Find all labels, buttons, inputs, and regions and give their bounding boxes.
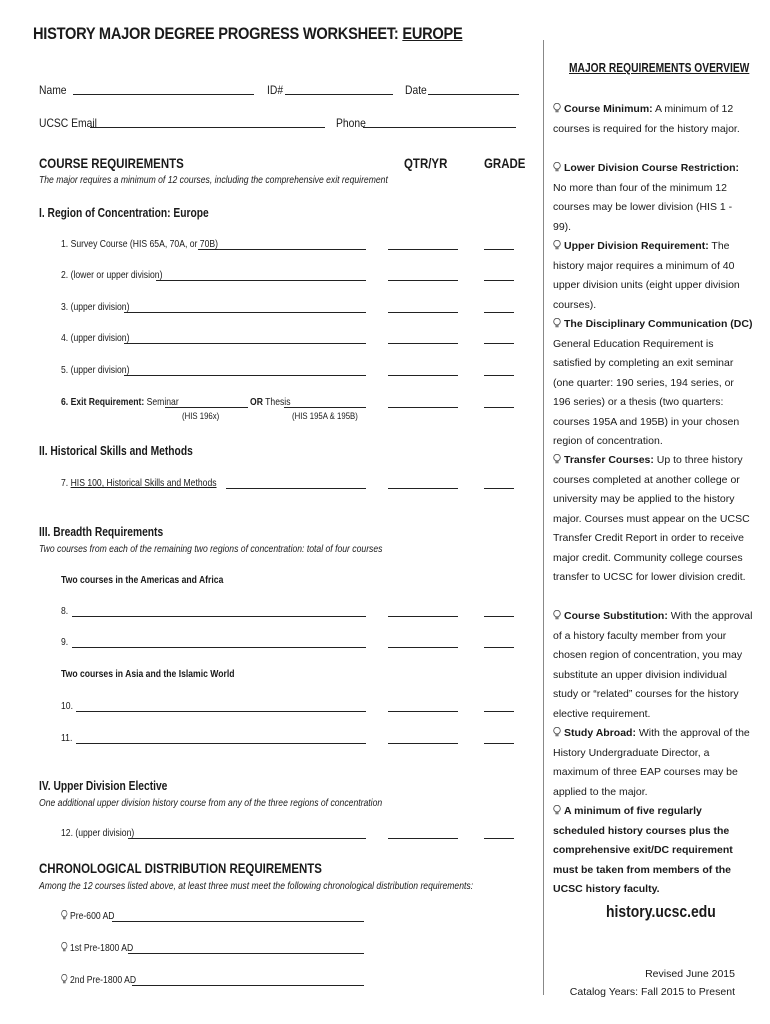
lightbulb-icon: [553, 240, 561, 250]
row-11-course-field[interactable]: [76, 743, 366, 744]
row-4-qtr-field[interactable]: [388, 343, 458, 344]
name-label: Name: [39, 83, 67, 97]
row-1-grade-field[interactable]: [484, 249, 514, 250]
row-5-grade-field[interactable]: [484, 375, 514, 376]
lightbulb-icon: [553, 318, 561, 328]
column-divider: [543, 40, 544, 995]
phone-label: Phone: [336, 116, 366, 130]
row-4-grade-field[interactable]: [484, 343, 514, 344]
lightbulb-icon: [553, 103, 561, 113]
website-link[interactable]: history.ucsc.edu: [606, 902, 716, 921]
chrono-heading: CHRONOLOGICAL DISTRIBUTION REQUIREMENTS: [39, 860, 322, 876]
row-5-qtr-field[interactable]: [388, 375, 458, 376]
seminar-field[interactable]: [165, 407, 248, 408]
catalog-years: Catalog Years: Fall 2015 to Present: [569, 986, 735, 998]
chrono-item-2nd-pre1800: 2nd Pre-1800 AD: [61, 974, 136, 986]
row-8-label: 8.: [61, 605, 69, 617]
section-skills-heading: II. Historical Skills and Methods: [39, 444, 193, 458]
lightbulb-icon: [553, 610, 561, 620]
overview-heading: MAJOR REQUIREMENTS OVERVIEW: [569, 61, 750, 75]
region-title: EUROPE: [402, 24, 463, 43]
lightbulb-icon: [61, 910, 68, 920]
row-1-qtr-field[interactable]: [388, 249, 458, 250]
date-field[interactable]: [428, 94, 519, 95]
date-label: Date: [405, 83, 427, 97]
row-4-label: 4. (upper division): [61, 332, 130, 344]
overview-dc-requirement: The Disciplinary Communication (DC) General Education Requirement is satisfied by completing an exit seminar (one quarter: 190 series, 194 series, or 196 series) or a thesis (two quarters: courses 195A and 195B) in your chosen region of concentration.: [553, 318, 753, 447]
revised-date: Revised June 2015: [645, 968, 735, 980]
section-breadth-heading: III. Breadth Requirements: [39, 525, 164, 539]
lightbulb-icon: [61, 942, 68, 952]
chrono-note: Among the 12 courses listed above, at least three must meet the following chronological distribution requirements:: [39, 880, 474, 892]
row-11-grade-field[interactable]: [484, 743, 514, 744]
section-breadth-note: Two courses from each of the remaining two regions of concentration: total of four courses: [39, 543, 383, 555]
row-2-grade-field[interactable]: [484, 280, 514, 281]
row-1-label: 1. Survey Course (HIS 65A, 70A, or 70B): [61, 238, 218, 250]
grade-heading: GRADE: [484, 155, 526, 171]
second-pre1800-field[interactable]: [132, 985, 364, 986]
asia-islamic-label: Two courses in Asia and the Islamic World: [61, 668, 235, 680]
seminar-course-note: (HIS 196x): [182, 411, 220, 422]
phone-field[interactable]: [363, 127, 516, 128]
row-8-grade-field[interactable]: [484, 616, 514, 617]
row-3-course-field[interactable]: [124, 312, 366, 313]
overview-transfer-courses: Transfer Courses: Up to three history courses completed at another college or university may be applied to the history major. Courses must appear on the UCSC Transfer Credit Report in order to receive major credit. Community college courses transfer to UCSC for lower division credit.: [553, 454, 750, 583]
chrono-item-1st-pre1800: 1st Pre-1800 AD: [61, 942, 133, 954]
row-9-grade-field[interactable]: [484, 647, 514, 648]
row-2-course-field[interactable]: [156, 280, 366, 281]
row-3-grade-field[interactable]: [484, 312, 514, 313]
pre600-field[interactable]: [112, 921, 364, 922]
row-8-course-field[interactable]: [72, 616, 366, 617]
row-9-qtr-field[interactable]: [388, 647, 458, 648]
row-3-label: 3. (upper division): [61, 301, 130, 313]
lightbulb-icon: [61, 974, 68, 984]
course-requirements-note: The major requires a minimum of 12 courses, including the comprehensive exit requirement: [39, 174, 388, 186]
americas-africa-label: Two courses in the Americas and Africa: [61, 574, 224, 586]
overview-course-substitution: Course Substitution: With the approval of a history faculty member from your chosen region of concentration, you may substitute an upper division individual study or “related” courses for the history elective requirement.: [553, 610, 753, 720]
row-12-grade-field[interactable]: [484, 838, 514, 839]
section-elective-heading: IV. Upper Division Elective: [39, 779, 168, 793]
row-9-course-field[interactable]: [72, 647, 366, 648]
row-2-label: 2. (lower or upper division): [61, 269, 163, 281]
row-7-qtr-field[interactable]: [388, 488, 458, 489]
email-field[interactable]: [90, 127, 325, 128]
thesis-field[interactable]: [284, 407, 366, 408]
thesis-course-note: (HIS 195A & 195B): [292, 411, 358, 422]
name-field[interactable]: [73, 94, 254, 95]
chrono-item-pre600: Pre-600 AD: [61, 910, 115, 922]
row-11-qtr-field[interactable]: [388, 743, 458, 744]
row-5-course-field[interactable]: [124, 375, 366, 376]
id-field[interactable]: [285, 94, 393, 95]
row-1-course-field[interactable]: [198, 249, 366, 250]
row-12-course-field[interactable]: [128, 838, 366, 839]
id-label: ID#: [267, 83, 284, 97]
qtr-yr-heading: QTR/YR: [404, 155, 448, 171]
row-10-grade-field[interactable]: [484, 711, 514, 712]
page-title: HISTORY MAJOR DEGREE PROGRESS WORKSHEET: EUROPE: [33, 24, 463, 43]
first-pre1800-field[interactable]: [128, 953, 364, 954]
row-12-label: 12. (upper division): [61, 827, 135, 839]
thesis-label: OR Thesis: [250, 396, 291, 408]
row-9-label: 9.: [61, 636, 69, 648]
row-10-qtr-field[interactable]: [388, 711, 458, 712]
section-elective-note: One additional upper division history course from any of the three regions of concentration: [39, 797, 383, 809]
row-8-qtr-field[interactable]: [388, 616, 458, 617]
lightbulb-icon: [553, 805, 561, 815]
overview-upper-division: Upper Division Requirement: The history major requires a minimum of 40 upper division units (eight upper division courses).: [553, 240, 740, 311]
row-10-label: 10.: [61, 700, 73, 712]
row-12-qtr-field[interactable]: [388, 838, 458, 839]
row-10-course-field[interactable]: [76, 711, 366, 712]
row-6-label: 6. Exit Requirement: Seminar: [61, 396, 179, 408]
section-region-heading: I. Region of Concentration: Europe: [39, 206, 209, 220]
row-11-label: 11.: [61, 732, 73, 744]
overview-study-abroad: Study Abroad: With the approval of the History Undergraduate Director, a maximum of three EAP courses may be applied to the major.: [553, 727, 750, 798]
row-7-label: 7. HIS 100, Historical Skills and Methods: [61, 477, 217, 489]
row-7-course-field[interactable]: [226, 488, 366, 489]
row-6-grade-field[interactable]: [484, 407, 514, 408]
overview-lower-division: Lower Division Course Restriction: No more than four of the minimum 12 courses may be lower division (HIS 1 - 99).: [553, 162, 740, 233]
course-requirements-heading: COURSE REQUIREMENTS: [39, 155, 184, 171]
email-label: UCSC Email: [39, 116, 97, 130]
row-3-qtr-field[interactable]: [388, 312, 458, 313]
row-6-qtr-field[interactable]: [388, 407, 458, 408]
overview-faculty-requirement: A minimum of five regularly scheduled history courses plus the comprehensive exit/DC requirement must be taken from members of the UCSC history faculty.: [553, 805, 733, 895]
lightbulb-icon: [553, 162, 561, 172]
lightbulb-icon: [553, 454, 561, 464]
row-4-course-field[interactable]: [124, 343, 366, 344]
lightbulb-icon: [553, 727, 561, 737]
row-5-label: 5. (upper division): [61, 364, 130, 376]
row-2-qtr-field[interactable]: [388, 280, 458, 281]
overview-course-minimum: Course Minimum: A minimum of 12 courses is required for the history major.: [553, 103, 740, 135]
row-7-grade-field[interactable]: [484, 488, 514, 489]
